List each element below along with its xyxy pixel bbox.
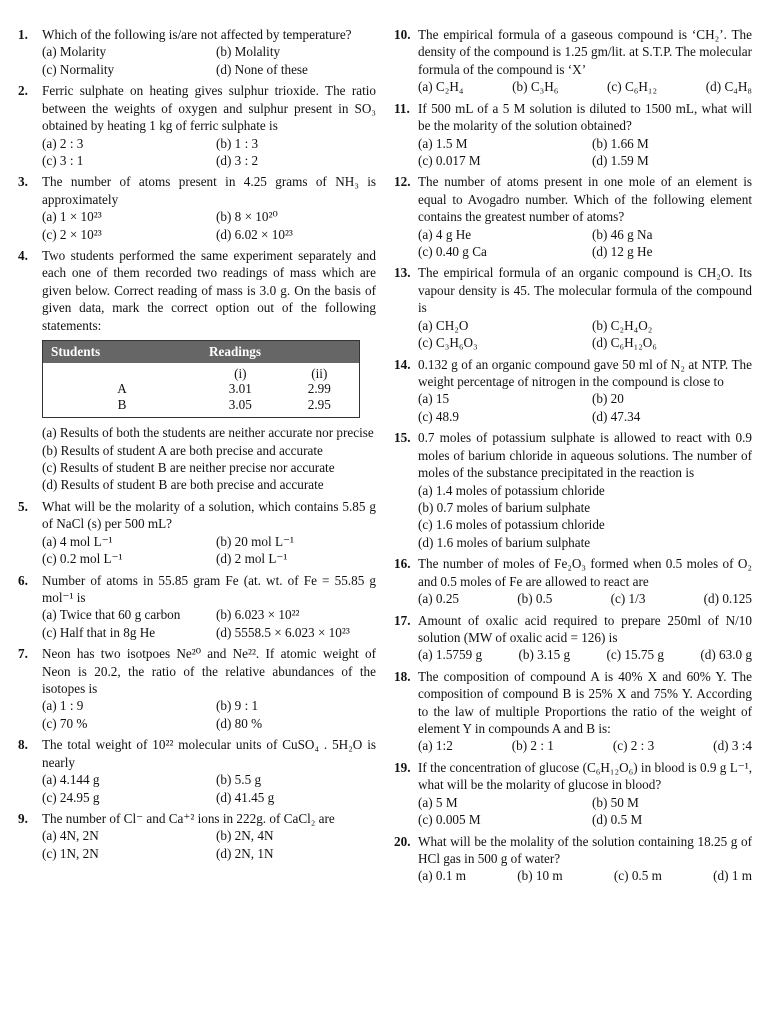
table-header: Readings (201, 341, 360, 363)
options-list (42, 43, 376, 78)
option-item: (d) Results of student B are both precise and accurate (42, 477, 324, 493)
table-cell: A (117, 381, 127, 397)
question-text: The number of atoms present in 4.25 grams of NH₃ is approximately (42, 174, 376, 207)
table-cell: 3.05 (228, 397, 252, 413)
question-item (18, 247, 376, 494)
option-item: (c) C₃H₆O₃ (418, 335, 478, 351)
table-cell: 2.99 (307, 381, 331, 397)
question-text: If the concentration of glucose (C₆H₁₂O₆) in blood is 0.9 g L⁻¹, what will be the molarity of glucose in blood? (418, 759, 752, 793)
options-list (418, 78, 752, 95)
question-item (394, 555, 752, 607)
option-item: (c) 2 : 3 (612, 738, 655, 754)
question-number: 19. (394, 759, 411, 775)
option-item: (c) 0.2 mol L⁻¹ (42, 551, 123, 567)
question-text: 0.132 g of an organic compound gave 50 ml of N₂ at NTP. The weight percentage of nitrogen in the compound is close to (418, 356, 752, 390)
question-number: 14. (394, 356, 411, 372)
option-item: (a) 1.4 moles of potassium chloride (418, 482, 605, 498)
option-item: (a) Twice that 60 g carbon (42, 607, 181, 623)
question-stem (18, 173, 376, 208)
question-number: 13. (394, 265, 411, 281)
question-number: 6. (18, 572, 28, 588)
question-text: Ferric sulphate on heating gives sulphur trioxide. The ratio between the weights of oxygen and sulphur present in SO₃ obtained by heating 1 kg of ferric sulphate is (42, 83, 376, 134)
question-text: What will be the molality of the solution containing 18.25 g of HCl gas in 500 g of water? (418, 833, 752, 866)
option-item: (b) 9 : 1 (216, 698, 259, 714)
option-item: (c) 1/3 (610, 591, 646, 607)
option-item: (a) Results of both the students are neither accurate nor precise (42, 425, 374, 441)
question-stem (394, 429, 752, 481)
question-item (18, 736, 376, 806)
table-cell: B (117, 397, 127, 413)
option-item: (d) 41.45 g (216, 789, 275, 805)
question-text: Number of atoms in 55.85 gram Fe (at. wt. of Fe = 55.85 g mol⁻¹ is (42, 572, 376, 605)
option-item: (a) 0.25 (418, 591, 460, 607)
table-cell: 2.95 (307, 397, 331, 413)
option-item: (d) 6.02 × 10²³ (216, 226, 293, 242)
option-item: (a) 5 M (418, 794, 458, 810)
right-column (394, 26, 752, 1024)
options-list (418, 867, 752, 884)
question-number: 12. (394, 174, 411, 190)
option-item: (b) 8 × 10²⁰ (216, 209, 278, 225)
question-stem (18, 736, 376, 771)
question-text: Amount of oxalic acid required to prepare 250ml of N/10 solution (MW of oxalic acid = 126) is (418, 612, 752, 645)
options-list (42, 697, 376, 732)
options-list (42, 606, 376, 641)
question-item (18, 82, 376, 169)
option-item: (b) 46 g Na (592, 226, 653, 242)
question-number: 8. (18, 737, 28, 753)
option-item: (c) Half that in 8g He (42, 624, 156, 640)
options-list (42, 424, 376, 494)
option-item: (b) 2N, 4N (216, 828, 274, 844)
option-item: (a) 2 : 3 (42, 135, 84, 151)
option-item: (c) 1N, 2N (42, 845, 99, 861)
option-item: (c) 24.95 g (42, 789, 100, 805)
question-text: Which of the following is/are not affected by temperature? (42, 27, 352, 42)
table-header: Students (43, 341, 202, 363)
question-text: The total weight of 10²² molecular units of CuSO₄ . 5H₂O is nearly (42, 737, 376, 770)
option-item: (c) 0.5 m (613, 868, 662, 884)
option-item: (b) Molality (216, 44, 281, 60)
option-item: (b) C₂H₄O₂ (592, 317, 653, 333)
question-text: The empirical formula of a gaseous compound is ‘CH₂’. The density of the compound is 1.25 gm/lit. at S.T.P. The molecular formula of the compound is ‘X’ (418, 27, 752, 77)
question-number: 9. (18, 810, 28, 826)
option-item: (d) None of these (216, 61, 308, 77)
question-number: 5. (18, 498, 28, 514)
question-number: 20. (394, 833, 411, 849)
option-item: (b) 50 M (592, 794, 639, 810)
table-cell (43, 363, 202, 382)
question-text: The empirical formula of an organic compound is CH₂O. Its vapour density is 45. The molecular formula of the compound is (418, 265, 752, 316)
question-text: If 500 mL of a 5 M solution is diluted to 1500 mL, what will be the molarity of the solution obtained? (418, 100, 752, 134)
question-stem (394, 173, 752, 225)
options-list (42, 208, 376, 243)
option-item: (c) 3 : 1 (42, 152, 84, 168)
question-item (394, 264, 752, 351)
question-stem (18, 26, 376, 43)
option-item: (d) 5558.5 × 6.023 × 10²³ (216, 624, 350, 640)
option-item: (c) 70 % (42, 715, 88, 731)
question-stem (394, 26, 752, 78)
option-item: (c) 0.017 M (418, 152, 481, 168)
question-number: 10. (394, 27, 411, 42)
option-item: (c) 15.75 g (606, 647, 664, 663)
option-item: (a) 0.1 m (418, 868, 466, 884)
options-list (418, 135, 752, 170)
question-number: 18. (394, 668, 411, 684)
option-item: (a) Molarity (42, 44, 107, 60)
question-stem (394, 356, 752, 391)
question-text: The number of moles of Fe₂O₃ formed when 0.5 moles of O₂ and 0.5 moles of Fe are allowed to react are (418, 556, 752, 589)
question-text: The composition of compound A is 40% X and 60% Y. The composition of compound B is 25% X and 75% Y. According to the law of multiple Proportions the ratio of the weight of element Y in compounds A and B is: (418, 668, 752, 737)
question-stem (394, 833, 752, 868)
table-subheader: (i) (234, 365, 247, 381)
option-item: (d) 1 m (713, 868, 752, 884)
option-item: (a) 1.5759 g (418, 647, 483, 663)
options-list (42, 827, 376, 862)
option-item: (d) 80 % (216, 715, 263, 731)
options-list (418, 226, 752, 261)
option-item: (d) 2 mol L⁻¹ (216, 551, 288, 567)
question-item (394, 612, 752, 664)
option-item: (a) 15 (418, 391, 450, 407)
question-text: The number of atoms present in one mole of an element is equal to Avogadro number. Which of the following element contains the greatest number of atoms? (418, 174, 752, 225)
left-column (18, 26, 376, 1024)
question-item (18, 173, 376, 243)
question-text: Two students performed the same experiment separately and each one of them recorded two readings of mass which are given below. Correct reading of mass is 3.0 g. On the basis of given data, mark the correct option out of the following statements: (42, 248, 376, 333)
question-number: 2. (18, 83, 28, 99)
options-list (418, 482, 752, 552)
option-item: (d) 3 : 2 (216, 152, 259, 168)
question-text: Neon has two isotpoes Ne²⁰ and Ne²². If atomic weight of Neon is 20.2, the ratio of the relative abundances of the isotopes is (42, 646, 376, 697)
option-item: (b) 0.5 (517, 591, 553, 607)
question-stem (18, 498, 376, 533)
question-stem (394, 264, 752, 316)
option-item: (d) 2N, 1N (216, 845, 274, 861)
question-text: What will be the molarity of a solution, which contains 5.85 g of NaCl (s) per 500 mL? (42, 498, 376, 532)
question-item (18, 498, 376, 568)
question-item (18, 810, 376, 862)
question-number: 11. (394, 100, 410, 116)
option-item: (a) 1:2 (418, 738, 453, 754)
option-item: (b) 10 m (517, 868, 563, 884)
option-item: (c) 48.9 (418, 408, 460, 424)
question-item (394, 833, 752, 885)
options-list (42, 135, 376, 170)
options-list (418, 794, 752, 829)
option-item: (b) 1 : 3 (216, 135, 259, 151)
question-item (394, 668, 752, 755)
question-stem (394, 668, 752, 738)
question-stem (394, 555, 752, 590)
options-list (418, 646, 752, 663)
options-list (42, 771, 376, 806)
options-list (418, 390, 752, 425)
question-item (394, 759, 752, 829)
option-item: (a) 1.5 M (418, 135, 468, 151)
question-item (394, 100, 752, 170)
question-item (394, 429, 752, 551)
option-item: (d) 12 g He (592, 244, 653, 260)
question-item (394, 173, 752, 260)
question-number: 1. (18, 27, 28, 42)
option-item: (a) 4N, 2N (42, 828, 99, 844)
option-item: (c) Results of student B are neither precise nor accurate (42, 459, 335, 475)
option-item: (b) 3.15 g (518, 647, 571, 663)
option-item: (b) 6.023 × 10²² (216, 607, 300, 623)
option-item: (a) 4.144 g (42, 772, 100, 788)
question-item (394, 26, 752, 96)
option-item: (c) 0.005 M (418, 812, 481, 828)
question-stem (394, 100, 752, 135)
question-number: 7. (18, 646, 28, 662)
option-item: (b) 0.7 moles of barium sulphate (418, 499, 591, 515)
question-item (18, 645, 376, 732)
question-stem (18, 572, 376, 607)
option-item: (d) 0.125 (703, 591, 752, 607)
option-item: (d) 1.6 moles of barium sulphate (418, 534, 591, 550)
question-text: The number of Cl⁻ and Ca⁺² ions in 222g. of CaCl₂ are (42, 810, 335, 826)
options-list (418, 737, 752, 754)
question-stem (18, 810, 376, 827)
option-item: (c) 1.6 moles of potassium chloride (418, 517, 605, 533)
question-stem (18, 645, 376, 697)
option-item: (b) 2 : 1 (511, 738, 554, 754)
options-list (42, 533, 376, 568)
question-number: 16. (394, 556, 411, 572)
question-number: 17. (394, 612, 411, 628)
option-item: (d) 47.34 (592, 408, 641, 424)
option-item: (c) 0.40 g Ca (418, 244, 487, 260)
option-item: (a) 1 × 10²³ (42, 209, 102, 225)
option-item: (d) C₄H₈ (705, 79, 752, 95)
option-item: (b) 5.5 g (216, 772, 262, 788)
table-cell: 3.01 (228, 381, 252, 397)
option-item: (d) 63.0 g (700, 647, 752, 663)
question-item (18, 26, 376, 78)
option-item: (b) 20 (592, 391, 624, 407)
question-stem (394, 612, 752, 647)
question-stem (18, 82, 376, 134)
readings-table (42, 340, 360, 418)
options-list (418, 590, 752, 607)
option-item: (c) 2 × 10²³ (42, 226, 102, 242)
question-text: 0.7 moles of potassium sulphate is allowed to react with 0.9 moles of barium chloride in aqueous solutions. The number of moles of the substance precipitated in the reaction is (418, 430, 752, 481)
question-stem (394, 759, 752, 794)
option-item: (a) CH₂O (418, 317, 469, 333)
question-item (394, 356, 752, 426)
question-number: 3. (18, 174, 28, 190)
option-item: (d) 3 :4 (713, 738, 752, 754)
option-item: (b) C₃H₆ (512, 79, 559, 95)
option-item: (a) 4 g He (418, 226, 472, 242)
option-item: (c) Normality (42, 61, 115, 77)
option-item: (d) 1.59 M (592, 152, 649, 168)
options-list (418, 317, 752, 352)
question-stem (18, 247, 376, 334)
option-item: (c) C₆H₁₂ (607, 79, 658, 95)
option-item: (a) 4 mol L⁻¹ (42, 533, 113, 549)
option-item: (d) 0.5 M (592, 812, 643, 828)
option-item: (a) C₂H₄ (418, 79, 464, 95)
option-item: (b) Results of student A are both precise and accurate (42, 442, 323, 458)
option-item: (b) 20 mol L⁻¹ (216, 533, 294, 549)
question-number: 15. (394, 430, 411, 446)
question-number: 4. (18, 248, 28, 264)
option-item: (b) 1.66 M (592, 135, 649, 151)
table-subheader: (ii) (311, 365, 328, 381)
option-item: (d) C₆H₁₂O₆ (592, 335, 657, 351)
option-item: (a) 1 : 9 (42, 698, 84, 714)
question-item (18, 572, 376, 642)
